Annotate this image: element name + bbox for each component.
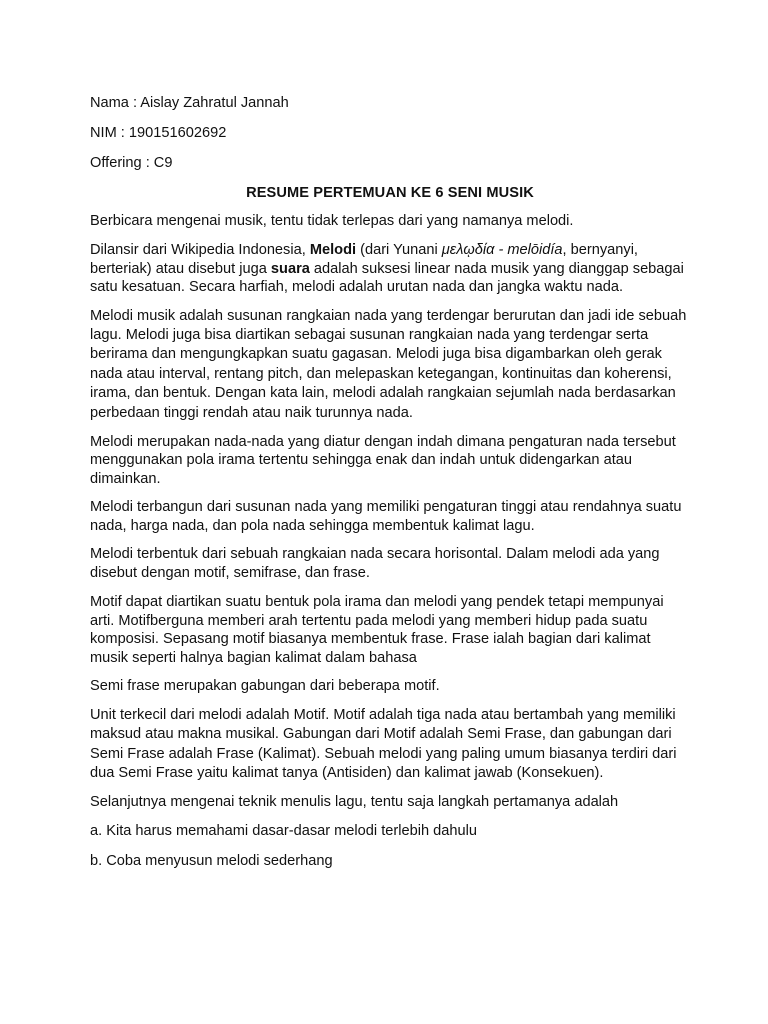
paragraph-nada-diatur: Melodi merupakan nada-nada yang diatur dengan indah dimana pengaturan nada tersebut menggunakan pola irama tertentu sehingga enak dan indah untuk didengarkan atau dimainkan. bbox=[90, 433, 676, 487]
paragraph-teknik-menulis: Selanjutnya mengenai teknik menulis lagu, tentu saja langkah pertamanya adalah bbox=[90, 794, 619, 811]
definition-greek-term: μελῳδία - melōidía bbox=[441, 242, 563, 259]
document-title: RESUME PERTEMUAN KE 6 SENI MUSIK bbox=[246, 184, 534, 201]
offering-class: Offering : C9 bbox=[90, 154, 173, 171]
definition-text-3: , bernyanyi, berteriak) atau disebut juga bbox=[90, 242, 638, 277]
paragraph-semi-frase: Semi frase merupakan gabungan dari beberapa motif. bbox=[90, 678, 440, 695]
document-content bbox=[90, 94, 690, 881]
paragraph-melodi-musik: Melodi musik adalah susunan rangkaian nada yang terdengar berurutan dan jadi ide sebuah lagu. Melodi juga bisa diartikan sebagai susunan rangkaian nada yang terdengar serta berirama dan mengungkapkan suatu gagasan. Melodi juga bisa digambarkan oleh gerak nada atau interval, rentang pitch, dan melepaskan ketegangan, kontinuitas dan koherensi, irama, dan bentuk. Dengan kata lain, melodi adalah rangkaian sejumlah nada berdasarkan perbedaan tinggi rendah atau naik turunnya nada. bbox=[90, 307, 687, 421]
paragraph-intro: Berbicara mengenai musik, tentu tidak terlepas dari yang namanya melodi. bbox=[90, 213, 574, 230]
definition-text-1: Dilansir dari Wikipedia Indonesia, bbox=[90, 242, 310, 259]
definition-term-melodi: Melodi bbox=[309, 242, 357, 259]
definition-text-4: adalah suksesi linear nada musik yang dianggap sebagai satu kesatuan. Secara harfiah, melodi adalah urutan nada dan jangka waktu nada. bbox=[90, 260, 684, 296]
paragraph-motif: Motif dapat diartikan suatu bentuk pola irama dan melodi yang pendek tetapi mempunyai arti. Motifberguna memberi arah tertentu pada melodi yang memberi hidup pada suatu komposisi. Sepasang motif biasanya membentuk frase. Frase ialah bagian dari kalimat musik seperti halnya bagian kalimat dalam bahasa bbox=[90, 594, 664, 666]
definition-text-2: (dari Yunani bbox=[356, 242, 442, 259]
paragraph-susunan-nada: Melodi terbangun dari susunan nada yang memiliki pengaturan tinggi atau rendahnya suatu nada, harga nada, dan pola nada sehingga membentuk kalimat lagu. bbox=[90, 498, 682, 534]
paragraph-unit-terkecil: Unit terkecil dari melodi adalah Motif. Motif adalah tiga nada atau bertambah yang memiliki maksud atau makna musikal. Gabungan dari Motif adalah Semi Frase, dan gabungan dari Semi Frase adalah Frase (Kalimat). Sebuah melodi yang paling umum biasanya terdiri dari dua Semi Frase yaitu kalimat tanya (Antisiden) dan kalimat jawab (Konsekuen). bbox=[90, 707, 677, 782]
paragraph-horisontal: Melodi terbentuk dari sebuah rangkaian nada secara horisontal. Dalam melodi ada yang disebut dengan motif, semifrase, dan frase. bbox=[90, 545, 660, 582]
paragraph-definition bbox=[90, 241, 690, 297]
definition-term-suara: suara bbox=[270, 260, 310, 277]
list-item-a: a. Kita harus memahami dasar-dasar melodi terlebih dahulu bbox=[90, 823, 477, 840]
student-name: Nama : Aislay Zahratul Jannah bbox=[90, 95, 289, 111]
student-nim: NIM : 190151602692 bbox=[90, 124, 227, 141]
list-item-b: b. Coba menyusun melodi sederhang bbox=[90, 852, 333, 869]
